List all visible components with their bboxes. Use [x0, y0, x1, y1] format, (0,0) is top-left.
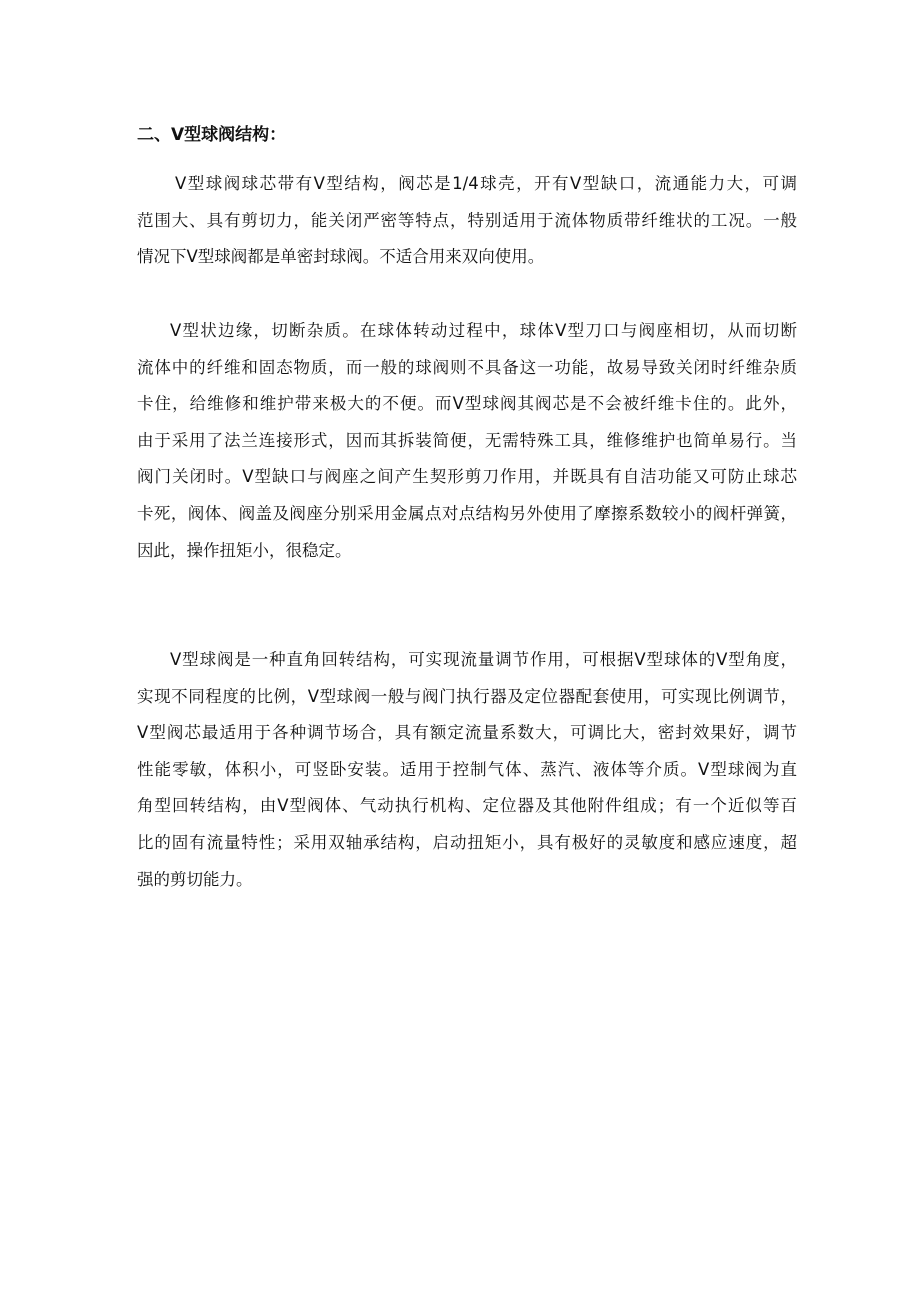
paragraph-line: 性能零敏，体积小，可竖卧安装。适用于控制气体、蒸汽、液体等介质。V型球阀为直: [137, 759, 797, 779]
paragraph-line: 卡死，阀体、阀盖及阀座分别采用金属点对点结构另外使用了摩擦系数较小的阀杆弹簧，: [137, 503, 797, 523]
section-heading: 二、V型球阀结构：: [137, 125, 287, 145]
paragraph-line: 流体中的纤维和固态物质，而一般的球阀则不具备这一功能，故易导致关闭时纤维杂质: [137, 357, 797, 377]
paragraph-line: 强的剪切能力。: [137, 869, 253, 889]
paragraph-line: V型阀芯最适用于各种调节场合，具有额定流量系数大，可调比大，密封效果好，调节: [137, 723, 797, 743]
paragraph-2: [137, 313, 797, 569]
paragraph-line: 卡住，给维修和维护带来极大的不便。而V型球阀其阀芯是不会被纤维卡住的。此外，: [137, 394, 797, 414]
paragraph-line: V型球阀球芯带有V型结构，阀芯是1/4球壳，开有V型缺口，流通能力大，可调: [175, 174, 797, 193]
paragraph-line: 情况下V型球阀都是单密封球阀。不适合用来双向使用。: [137, 247, 545, 267]
paragraph-line: 比的固有流量特性；采用双轴承结构，启动扭矩小，具有极好的灵敏度和感应速度，超: [137, 832, 797, 852]
paragraph-line: 由于采用了法兰连接形式，因而其拆装简便，无需特殊工具，维修维护也简单易行。当: [137, 430, 797, 450]
paragraph-line: 范围大、具有剪切力，能关闭严密等特点，特别适用于流体物质带纤维状的工况。一般: [137, 210, 797, 230]
paragraph-line: 角型回转结构，由V型阀体、气动执行机构、定位器及其他附件组成；有一个近似等百: [137, 796, 797, 816]
paragraph-line: 因此，操作扭矩小，很稳定。: [137, 540, 352, 560]
paragraph-line: 阀门关闭时。V型缺口与阀座之间产生契形剪刀作用，并既具有自洁功能又可防止球芯: [137, 467, 797, 487]
paragraph-line: V型球阀是一种直角回转结构，可实现流量调节作用，可根据V型球体的V型角度，: [170, 650, 797, 669]
paragraph-line: V型状边缘，切断杂质。在球体转动过程中，球体V型刀口与阀座相切，从而切断: [170, 321, 797, 340]
paragraph-line: 实现不同程度的比例，V型球阀一般与阀门执行器及定位器配套使用，可实现比例调节，: [137, 686, 797, 706]
paragraph-3: [137, 642, 797, 898]
paragraph-1: [137, 166, 797, 276]
